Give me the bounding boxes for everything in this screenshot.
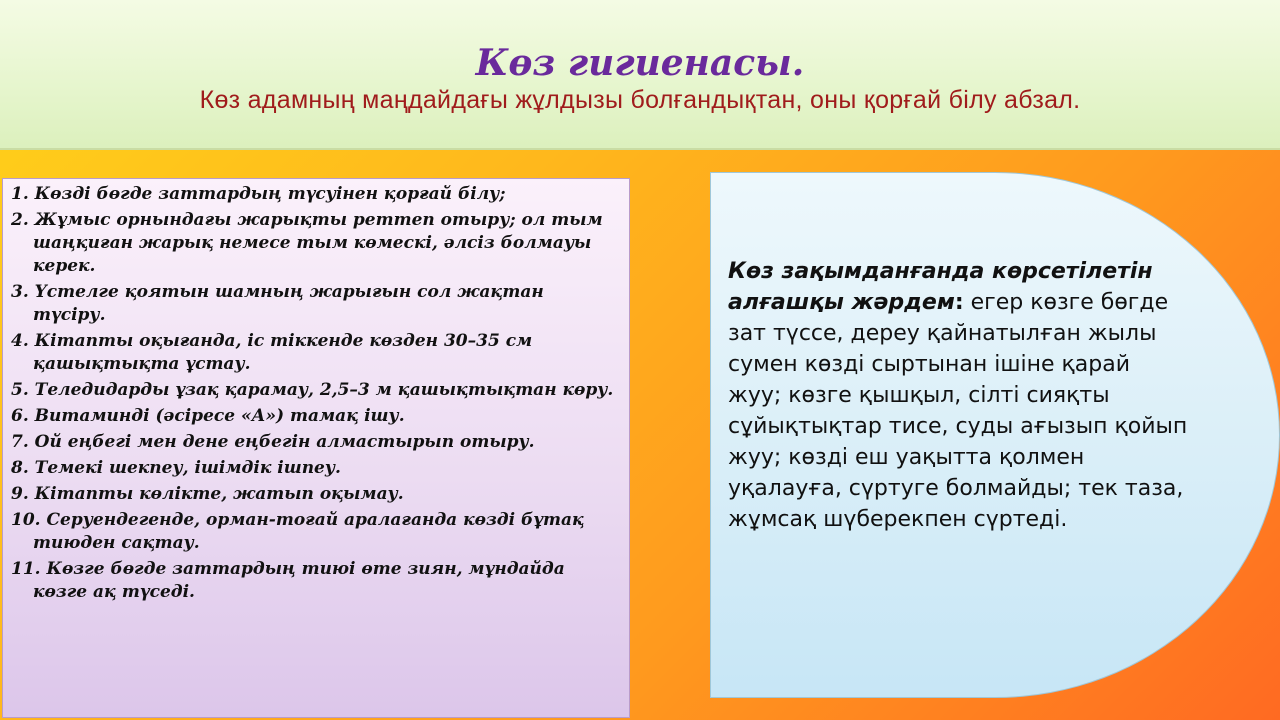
rule-item: 8. Темекі шекпеу, ішімдік ішпеу. — [11, 458, 341, 478]
first-aid-text — [728, 256, 1188, 535]
first-aid-title: Көз зақымданғанда көрсетілетін алғашқы жәрдем — [728, 259, 1153, 315]
rule-item: 5. Теледидарды ұзақ қарамау, 2,5–3 м қашықтықтан көру. — [11, 380, 614, 400]
hygiene-rules-panel — [2, 178, 630, 718]
rule-item: 7. Ой еңбегі мен дене еңбегін алмастырып отыру. — [11, 432, 535, 452]
page-title: Көз гигиенасы. — [475, 42, 805, 84]
rule-item: 11. Көзге бөгде заттардың тиюі өте зиян, мұндайда көзге ақ түседі. — [11, 559, 565, 602]
rule-item: 9. Кітапты көлікте, жатып оқымау. — [11, 484, 404, 504]
rule-item: 3. Үстелге қоятын шамның жарығын сол жақтан түсіру. — [11, 282, 544, 325]
rule-item: 2. Жұмыс орнындағы жарықты реттеп отыру; ол тым шаңқиған жарық немесе тым көмескі, әлсіз болмауы керек. — [11, 210, 603, 276]
header-banner — [0, 0, 1280, 150]
rule-item: 1. Көзді бөгде заттардың түсуінен қорғай білу; — [11, 184, 506, 204]
hygiene-rules-list — [3, 179, 629, 604]
rule-item: 6. Витаминді (әсіресе «А») тамақ ішу. — [11, 406, 405, 426]
rule-item: 4. Кітапты оқығанда, іс тіккенде көзден 30–35 см қашықтықта ұстау. — [11, 331, 533, 374]
first-aid-colon: : — [954, 290, 964, 315]
first-aid-body: егер көзге бөгде зат түссе, дереу қайнатылған жылы сумен көзді сыртынан ішіне қарай жуу; көзге қышқыл, сілті сияқты сұйықтықтар тисе, суды ағызып қойып жуу; көзді еш уақытта қолмен уқалауға, сүртуге болмайды; тек таза, жұмсақ шүберекпен сүртеді. — [728, 290, 1188, 532]
rule-item: 10. Серуендегенде, орман-тоғай аралағанда көзді бұтақ тиюден сақтау. — [11, 510, 584, 553]
page-subtitle: Көз адамның маңдайдағы жұлдызы болғандықтан, оны қорғай білу абзал. — [199, 86, 1081, 114]
